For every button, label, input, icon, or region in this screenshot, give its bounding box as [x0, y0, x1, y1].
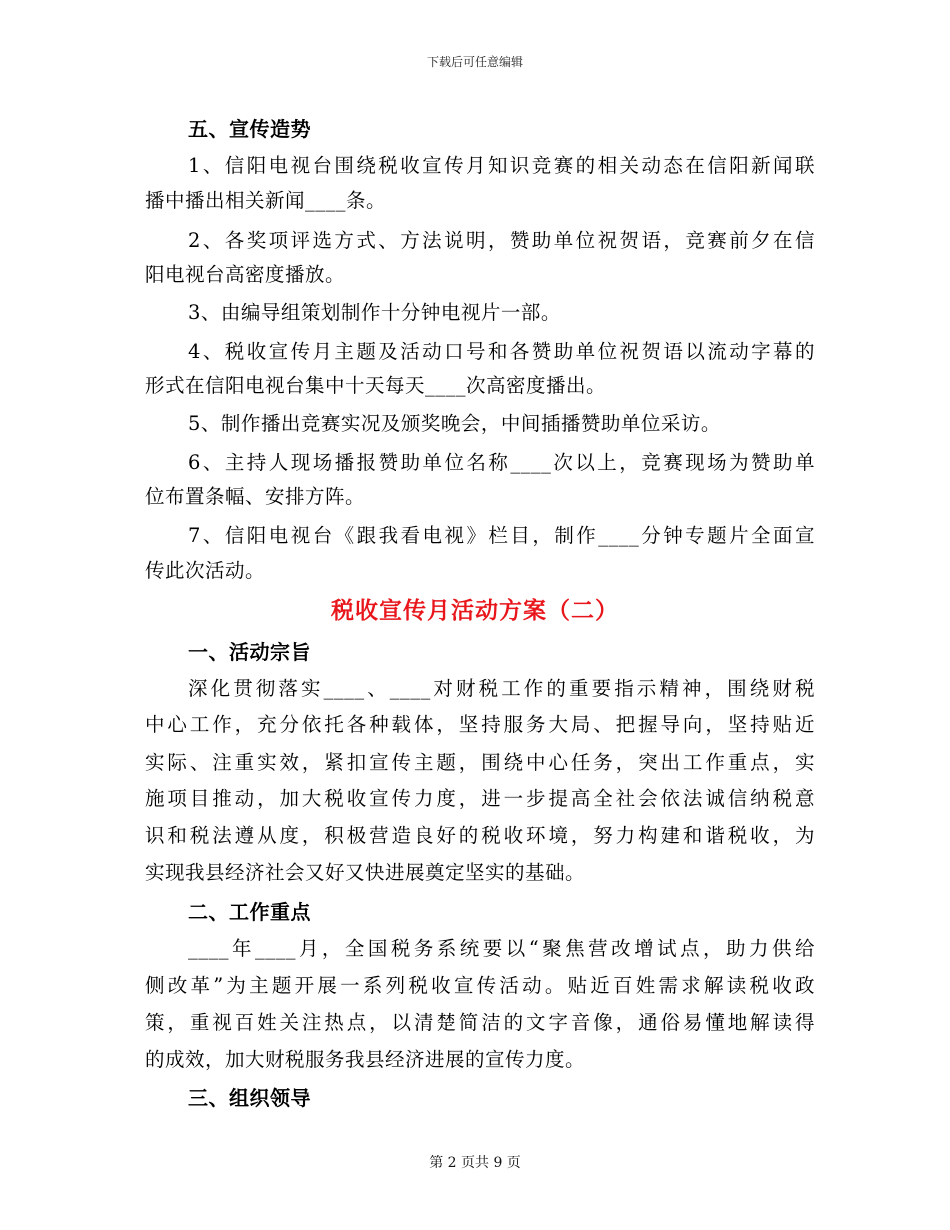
paragraph-line: 的成效，加大财税服务我县经济进展的宣传力度。 — [145, 1048, 586, 1071]
paragraph-line: 识和税法遵从度，积极营造良好的税收环境，努力构建和谐税收，为 — [145, 824, 815, 847]
section-heading: 二、工作重点 — [188, 900, 311, 924]
paragraph-line: 实际、注重实效，紧扣宣传主题，围绕中心任务，突出工作重点，实 — [145, 751, 815, 774]
paragraph-line: 6、主持人现场播报赞助单位名称____次以上，竞赛现场为赞助单 — [188, 451, 815, 474]
paragraph-line: 5、制作播出竞赛实况及颁奖晚会，中间插播赞助单位采访。 — [188, 412, 721, 435]
paragraph-line: 施项目推动，加大税收宣传力度，进一步提高全社会依法诚信纳税意 — [145, 787, 815, 810]
page-header: 下载后可任意编辑 — [426, 55, 523, 69]
section-heading: 一、活动宗旨 — [188, 640, 311, 664]
paragraph-line: ____年____月，全国税务系统要以“聚焦营改增试点，助力供给 — [188, 937, 815, 960]
paragraph-line: 策，重视百姓关注热点，以清楚简洁的文字音像，通俗易懂地解读得 — [145, 1011, 815, 1034]
paragraph-line: 深化贯彻落实____、____对财税工作的重要指示精神，围绕财税 — [188, 677, 815, 700]
paragraph-line: 中心工作，充分依托各种载体，坚持服务大局、把握导向，坚持贴近 — [145, 713, 815, 736]
paragraph-line: 1、信阳电视台围绕税收宣传月知识竞赛的相关动态在信阳新闻联 — [188, 154, 815, 177]
section-heading: 三、组织领导 — [188, 1086, 311, 1110]
paragraph-line: 传此次活动。 — [145, 559, 266, 582]
paragraph-line: 播中播出相关新闻____条。 — [145, 189, 387, 212]
document-title: 税收宣传月活动方案（二） — [331, 597, 619, 624]
section-heading: 五、宣传造势 — [188, 117, 311, 141]
paragraph-line: 阳电视台高密度播放。 — [145, 263, 346, 286]
paragraph-line: 3、由编导组策划制作十分钟电视片一部。 — [188, 301, 561, 324]
paragraph-line: 位布置条幅、安排方阵。 — [145, 485, 366, 508]
paragraph-line: 实现我县经济社会又好又快进展奠定坚实的基础。 — [145, 861, 586, 884]
page-footer: 第 2 页共 9 页 — [429, 1155, 521, 1171]
paragraph-line: 2、各奖项评选方式、方法说明，赞助单位祝贺语，竞赛前夕在信 — [188, 229, 815, 252]
paragraph-line: 7、信阳电视台《跟我看电视》栏目，制作____分钟专题片全面宣 — [188, 524, 815, 547]
paragraph-line: 侧改革”为主题开展一系列税收宣传活动。贴近百姓需求解读税收政 — [145, 974, 815, 997]
paragraph-line: 4、税收宣传月主题及活动口号和各赞助单位祝贺语以流动字幕的 — [188, 340, 815, 363]
paragraph-line: 形式在信阳电视台集中十天每天____次高密度播出。 — [145, 374, 607, 397]
